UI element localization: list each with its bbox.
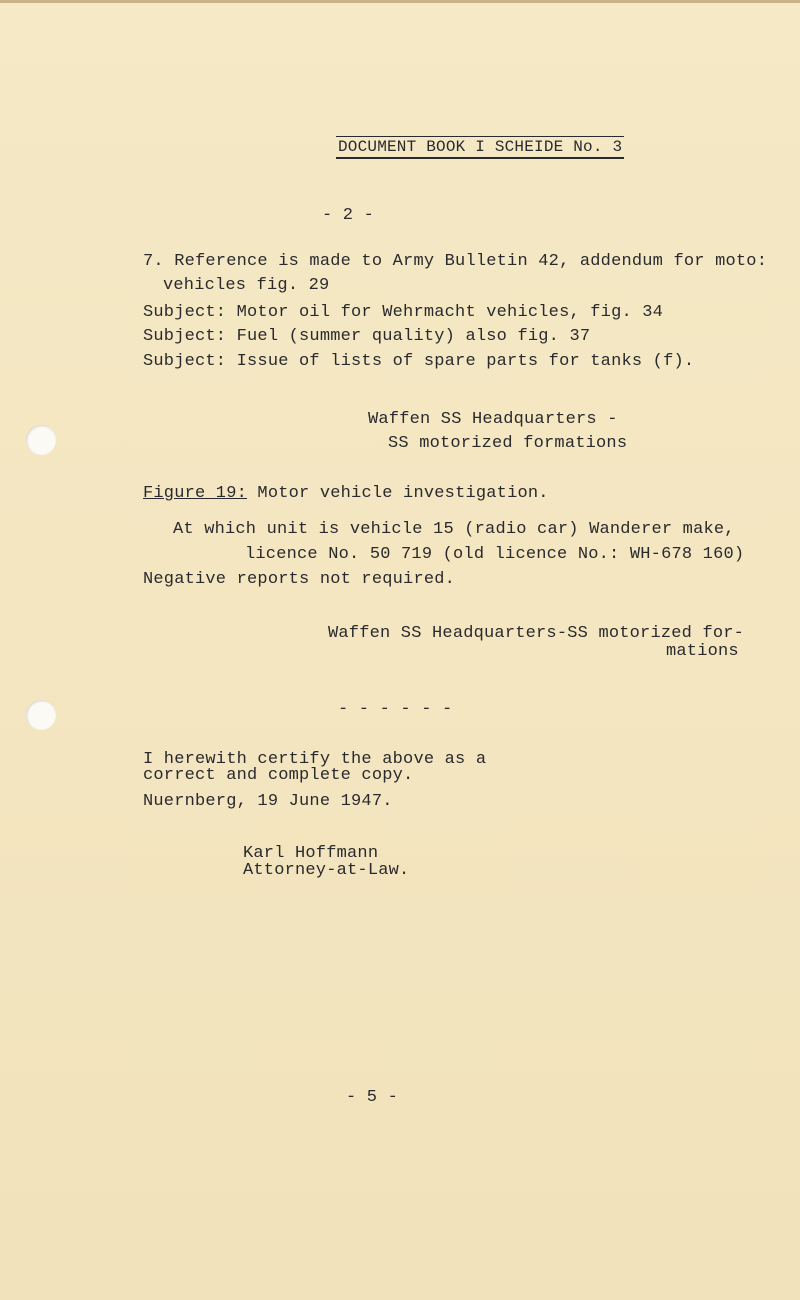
reference-line-1: 7. Reference is made to Army Bulletin 42, addendum for moto: <box>143 252 768 271</box>
signature-block-2-line-2: mations <box>666 642 739 661</box>
page-number: - 5 - <box>346 1088 399 1107</box>
page-marker: - 2 - <box>322 206 375 225</box>
figure-label: Figure 19: <box>143 484 248 503</box>
reference-line-2: vehicles fig. 29 <box>163 276 330 295</box>
subject-line-3: Subject: Issue of lists of spare parts for tanks (f). <box>143 352 695 371</box>
question-line-1: At which unit is vehicle 15 (radio car) Wanderer make, <box>173 520 735 539</box>
certification-line-2: correct and complete copy. <box>143 766 414 785</box>
certifier-name: Karl Hoffmann <box>243 844 379 863</box>
certifier-title: Attorney-at-Law. <box>243 861 410 880</box>
document-title: DOCUMENT BOOK I SCHEIDE No. 3 <box>336 136 624 159</box>
section-separator: - - - - - - <box>338 700 453 719</box>
punch-hole-top <box>26 425 56 455</box>
question-line-2: licence No. 50 719 (old licence No.: WH-678 160) <box>245 545 745 564</box>
signature-block-1-line-1: Waffen SS Headquarters - <box>368 410 618 429</box>
certification-line-1: I herewith certify the above as a <box>143 750 487 769</box>
certification-place-date: Nuernberg, 19 June 1947. <box>143 792 393 811</box>
figure-heading <box>143 484 549 504</box>
page-top-edge <box>0 0 800 3</box>
signature-block-2-line-1: Waffen SS Headquarters-SS motorized for- <box>328 624 745 643</box>
subject-line-1: Subject: Motor oil for Wehrmacht vehicles, fig. 34 <box>143 303 664 322</box>
punch-hole-bottom <box>26 700 56 730</box>
question-line-3: Negative reports not required. <box>143 570 456 589</box>
subject-line-2: Subject: Fuel (summer quality) also fig. 37 <box>143 327 591 346</box>
figure-text: Motor vehicle investigation. <box>247 484 549 503</box>
signature-block-1-line-2: SS motorized formations <box>388 434 628 453</box>
